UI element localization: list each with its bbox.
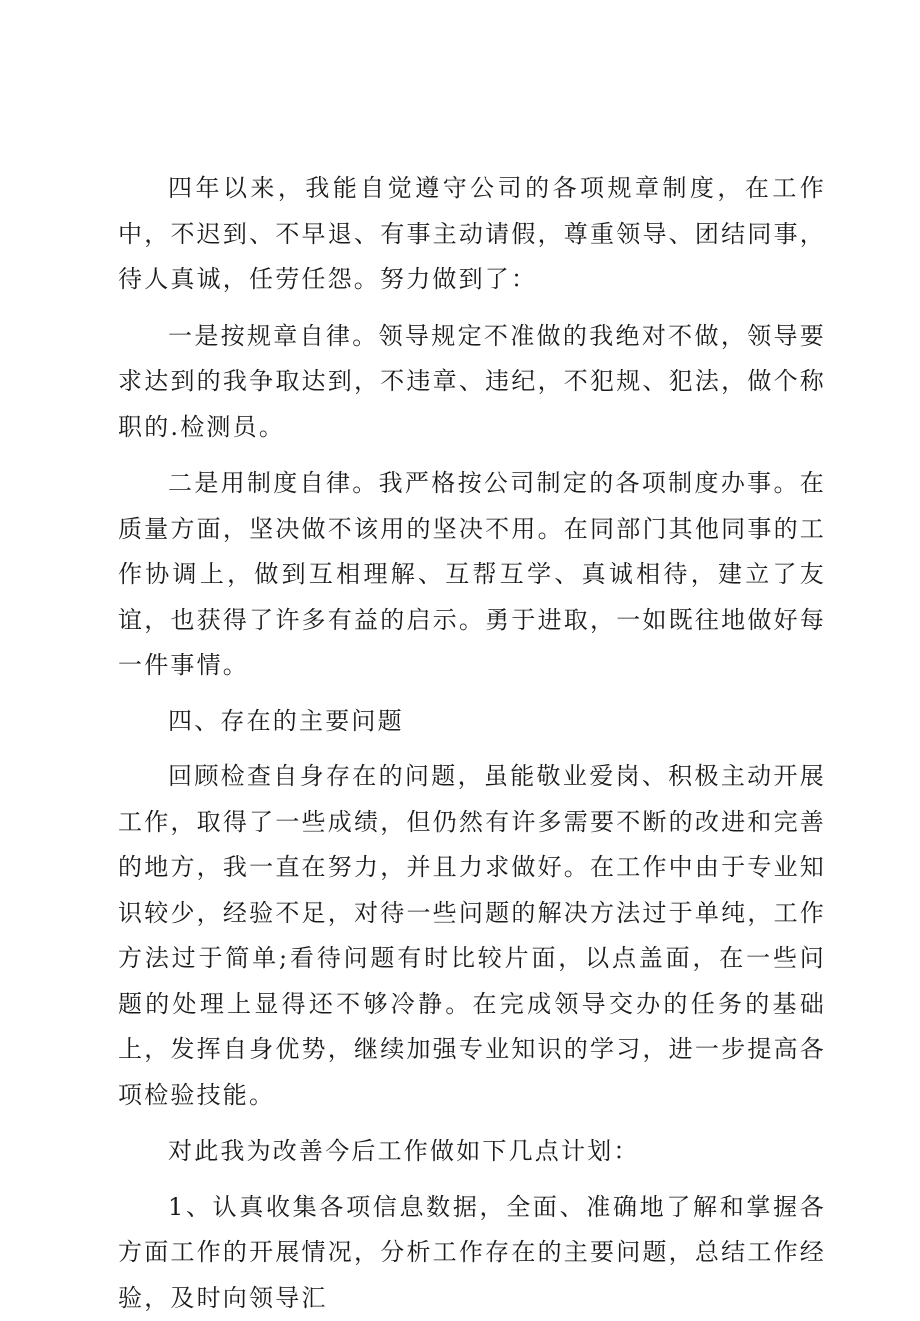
paragraph-system-self-discipline: 二是用制度自律。我严格按公司制定的各项制度办事。在质量方面，坚决做不该用的坚决不用。在同部门其他同事的工作协调上，做到互相理解、互帮互学、真诚相待，建立了友谊，也获得了许多有益的启示。勇于进取，一如既往地做好每一件事情。 [118,461,826,689]
section-heading-main-problems: 四、存在的主要问题 [118,699,826,745]
paragraph-discipline-intro: 四年以来，我能自觉遵守公司的各项规章制度，在工作中，不迟到、不早退、有事主动请假，尊重领导、团结同事，待人真诚，任劳任怨。努力做到了： [118,166,826,303]
paragraph-rules-self-discipline: 一是按规章自律。领导规定不准做的我绝对不做，领导要求达到的我争取达到，不违章、违纪，不犯规、犯法，做个称职的.检测员。 [118,314,826,451]
paragraph-plan-item-1: 1、认真收集各项信息数据，全面、准确地了解和掌握各方面工作的开展情况，分析工作存在的主要问题，总结工作经验，及时向领导汇 [118,1185,826,1321]
paragraph-review-problems: 回顾检查自身存在的问题，虽能敬业爱岗、积极主动开展工作，取得了一些成绩，但仍然有许多需要不断的改进和完善的地方，我一直在努力，并且力求做好。在工作中由于专业知识较少，经验不足，对待一些问题的解决方法过于单纯，工作方法过于简单;看待问题有时比较片面，以点盖面，在一些问题的处理上显得还不够冷静。在完成领导交办的任务的基础上，发挥自身优势，继续加强专业知识的学习，进一步提高各项检验技能。 [118,754,826,1118]
paragraph-plan-intro: 对此我为改善今后工作做如下几点计划： [118,1129,826,1175]
document-body [118,166,826,1321]
